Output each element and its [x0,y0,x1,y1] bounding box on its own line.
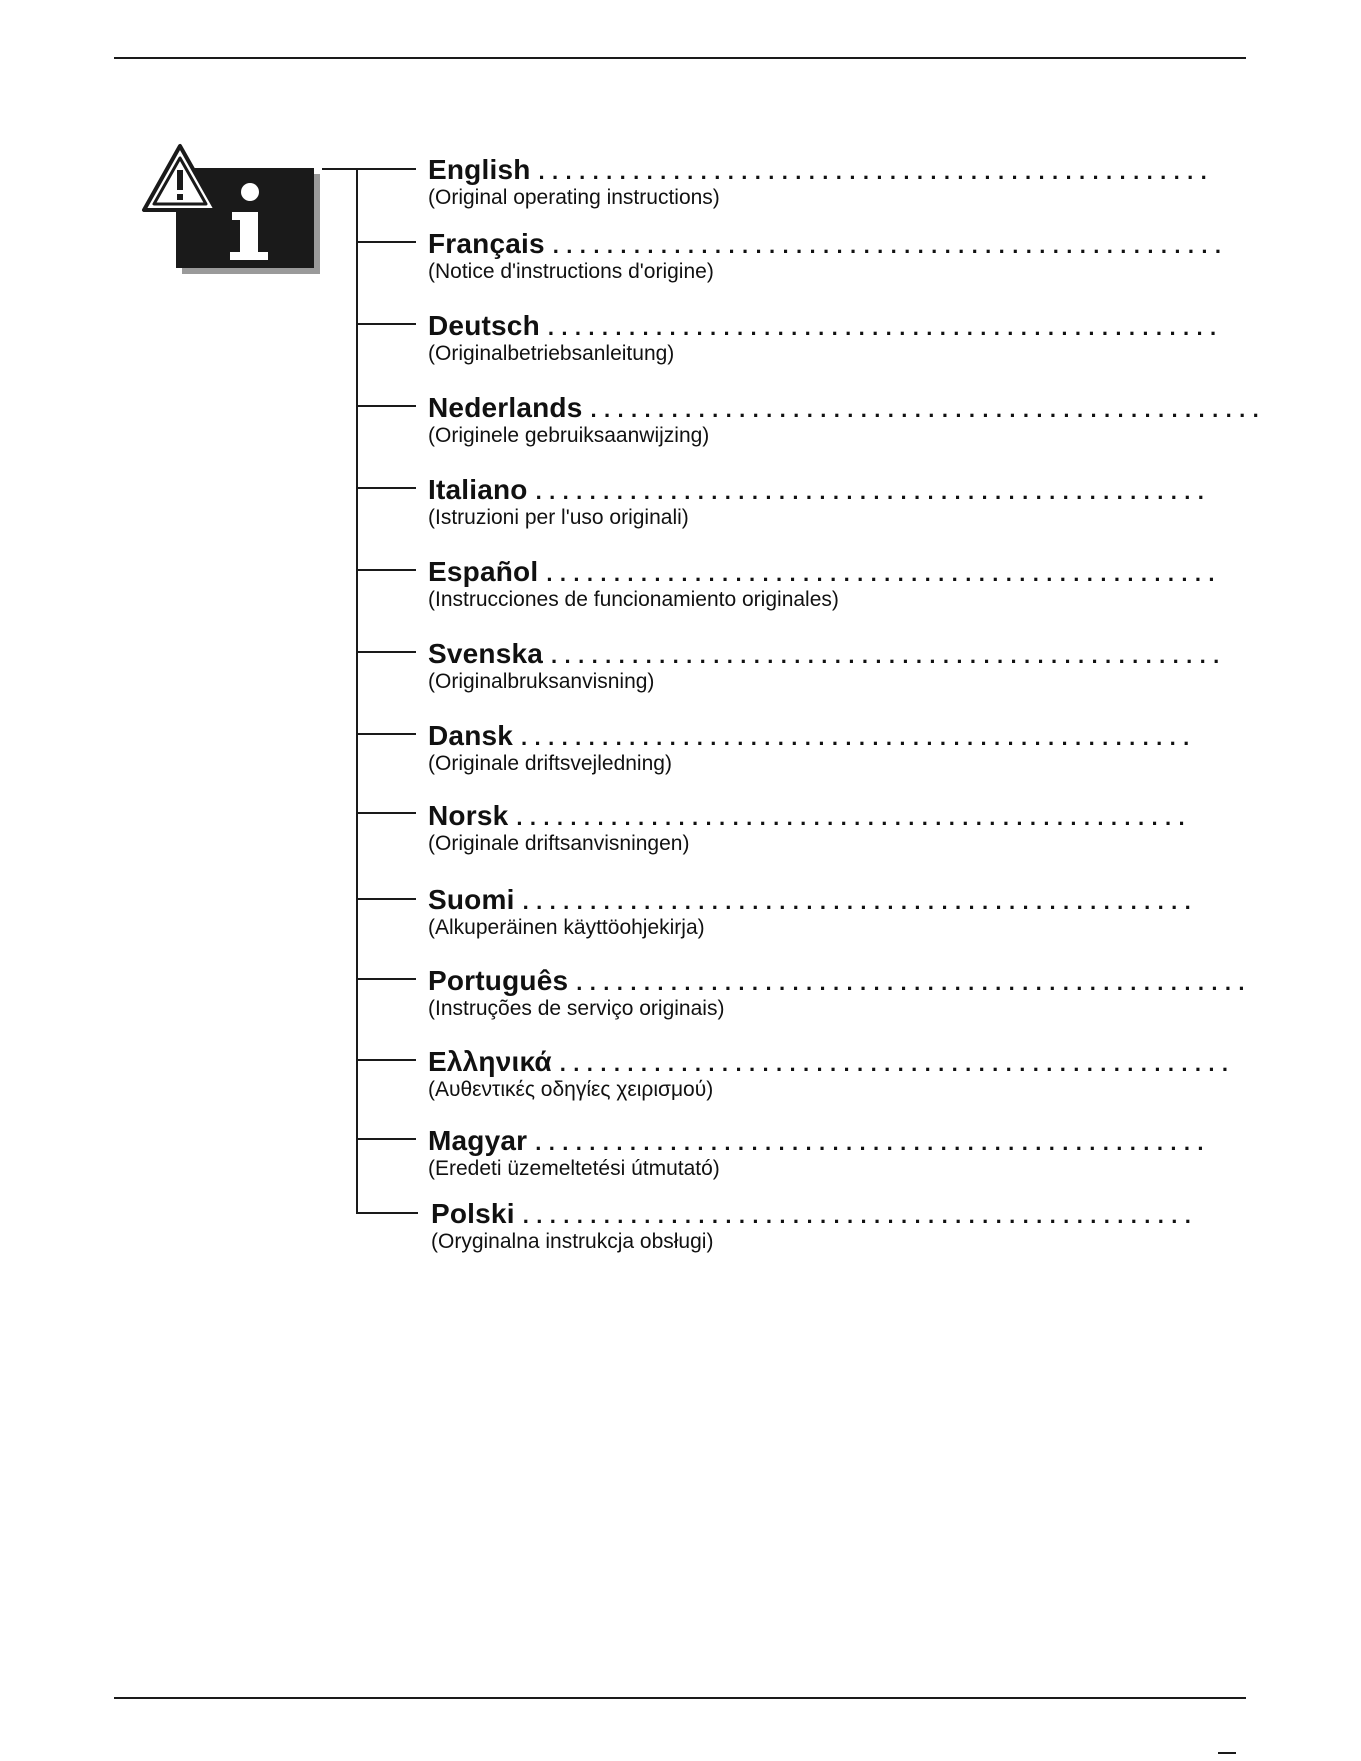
language-name: Svenska [428,638,544,669]
language-name: Norsk [428,800,509,831]
language-name: Polski [431,1198,515,1229]
language-subtitle: (Original operating instructions) [428,186,720,209]
language-name: Suomi [428,884,515,915]
language-entry-magyar[interactable] [428,1125,1211,1181]
top-rule [114,57,1246,59]
safety-info-icon-group [142,144,322,276]
language-subtitle: (Originele gebruiksaanwijzing) [428,424,710,447]
branch-line [356,569,416,571]
language-entry-espanol[interactable] [428,556,1222,612]
dot-leader: .................................................. [551,643,1227,668]
dot-leader: .................................................. [522,1203,1199,1228]
language-name: Magyar [428,1125,528,1156]
language-subtitle: (Eredeti üzemeltetési útmutató) [428,1157,720,1180]
language-entry-italiano[interactable] [428,474,1212,530]
dot-leader: .................................................. [535,479,1212,504]
dot-leader: .................................................. [547,315,1224,340]
language-name: English [428,154,531,185]
language-entry-nederlands[interactable] [428,392,1267,448]
language-subtitle: (Oryginalna instrukcja obsługi) [431,1230,714,1253]
branch-line [356,812,416,814]
dot-leader: .................................................. [516,805,1192,830]
footer-mark [1218,1752,1236,1754]
language-entry-svenska[interactable] [428,638,1227,694]
dot-leader: .................................................. [546,561,1222,586]
icon-connector-line [322,168,358,170]
language-name: Italiano [428,474,528,505]
language-name: Português [428,965,569,996]
language-entry-norsk[interactable] [428,800,1192,856]
language-entry-portugues[interactable] [428,965,1252,1021]
language-subtitle: (Originale driftsanvisningen) [428,832,690,855]
language-subtitle: (Originalbetriebsanleitung) [428,342,675,365]
language-entry-polski[interactable] [431,1198,1199,1254]
language-subtitle: (Originalbruksanvisning) [428,670,655,693]
dot-leader: .................................................. [552,233,1229,258]
language-name: Ελληνικά [428,1046,552,1077]
branch-line [356,1138,416,1140]
branch-line [356,1212,418,1214]
language-name: Dansk [428,720,514,751]
branch-line [356,898,416,900]
language-name: Español [428,556,539,587]
dot-leader: .................................................. [538,159,1215,184]
branch-line [356,978,416,980]
language-name: Nederlands [428,392,583,423]
language-name: Deutsch [428,310,540,341]
dot-leader: .................................................. [559,1051,1236,1076]
language-entry-suomi[interactable] [428,884,1199,940]
language-subtitle: (Notice d'instructions d'origine) [428,260,714,283]
language-entry-francais[interactable] [428,228,1229,284]
info-icon [142,144,322,276]
language-subtitle: (Alkuperäinen käyttöohjekirja) [428,916,705,939]
branch-line [356,323,416,325]
language-subtitle: (Istruzioni per l'uso originali) [428,506,689,529]
language-subtitle: (Αυθεντικές οδηγίες χειρισμού) [428,1078,714,1101]
branch-line [356,168,416,170]
language-name: Français [428,228,545,259]
language-entry-ellinika[interactable] [428,1046,1236,1102]
branch-line [356,405,416,407]
branch-line [356,487,416,489]
language-subtitle: (Instruções de serviço originais) [428,997,725,1020]
branch-line [356,651,416,653]
language-entry-dansk[interactable] [428,720,1197,776]
language-entry-deutsch[interactable] [428,310,1224,366]
dot-leader: .................................................. [522,889,1199,914]
dot-leader: .................................................. [590,397,1267,422]
language-subtitle: (Originale driftsvejledning) [428,752,672,775]
dot-leader: .................................................. [535,1130,1211,1155]
bottom-rule [114,1697,1246,1699]
language-entry-english[interactable] [428,154,1215,210]
language-subtitle: (Instrucciones de funcionamiento originales) [428,588,839,611]
branch-line [356,241,416,243]
branch-line [356,733,416,735]
dot-leader: .................................................. [521,725,1197,750]
dot-leader: .................................................. [576,970,1252,995]
branch-line [356,1059,416,1061]
